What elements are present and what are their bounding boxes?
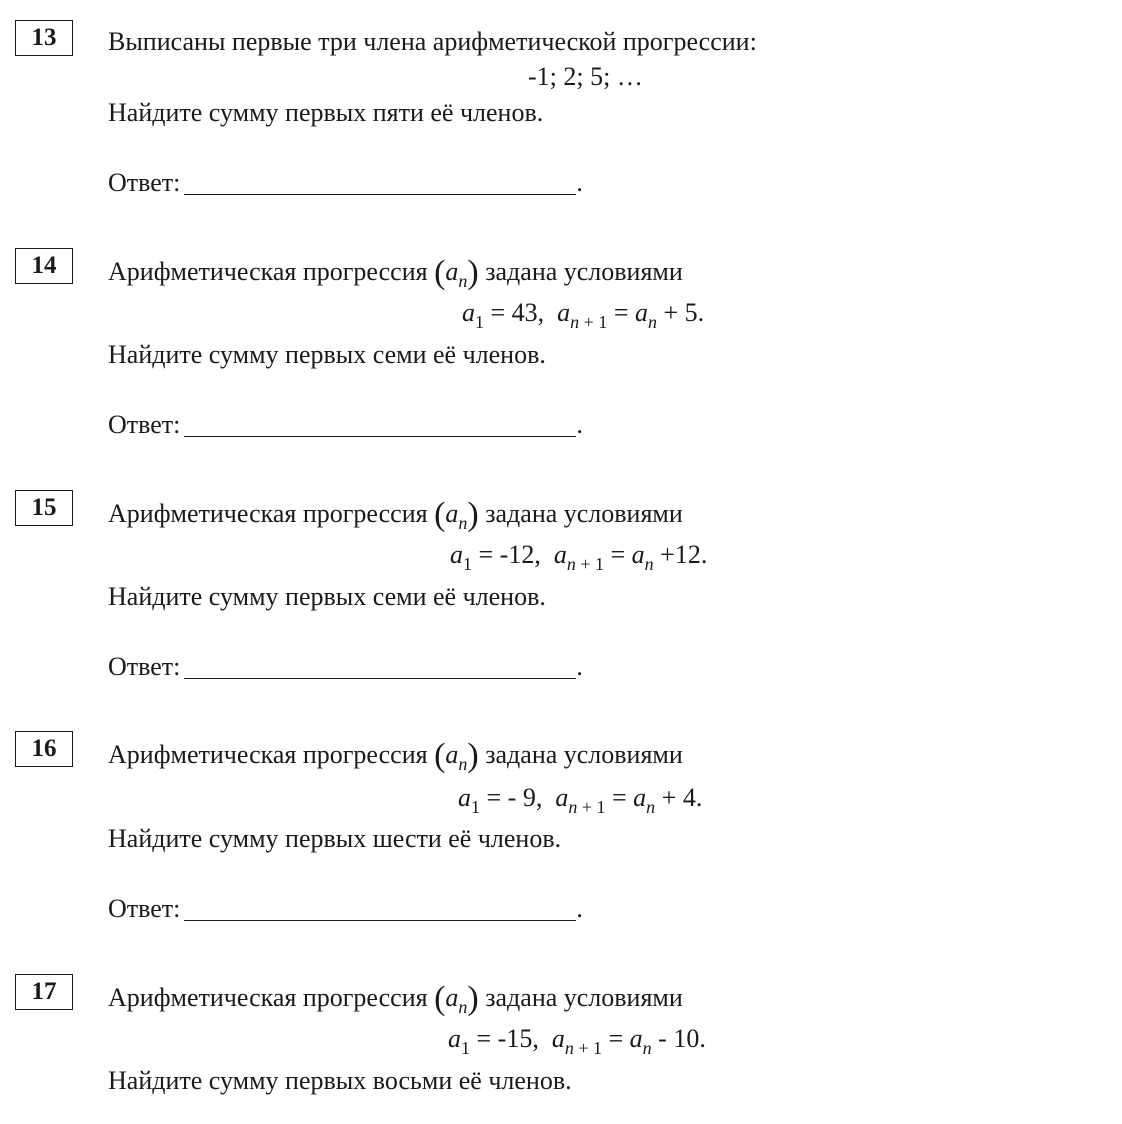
- answer-label: Ответ:: [108, 410, 181, 439]
- answer-row: [108, 412, 583, 438]
- a1-value: -15: [497, 1024, 533, 1053]
- task-intro: Арифметическая прогрессия $(a_n)$ задана условиями: [108, 496, 683, 533]
- a1-value: 43: [511, 298, 538, 327]
- task-intro: Арифметическая прогрессия $(a_n)$ задана условиями: [108, 737, 683, 774]
- intro-pre: Арифметическая прогрессия: [108, 257, 428, 286]
- task-intro: Арифметическая прогрессия $(a_n)$ задана условиями: [108, 980, 683, 1017]
- task-question: Найдите сумму первых пяти её членов.: [108, 98, 544, 127]
- intro-pre: Арифметическая прогрессия: [108, 740, 428, 769]
- task-question: Найдите сумму первых восьми её членов.: [108, 1066, 572, 1095]
- task-intro: Арифметическая прогрессия $(a_n)$ задана условиями: [108, 254, 683, 291]
- step-value: + 4: [661, 783, 696, 812]
- task-formula: $a_1 = -12$, $a_n$ $_{+ 1} = a_n +12$.: [450, 540, 708, 574]
- task-number: 13: [15, 20, 73, 56]
- intro-pre: Арифметическая прогрессия: [108, 983, 428, 1012]
- step-value: +12: [660, 540, 701, 569]
- answer-label: Ответ:: [108, 168, 181, 197]
- step-value: + 5: [663, 298, 698, 327]
- answer-row: [108, 654, 583, 680]
- answer-field[interactable]: [184, 898, 576, 921]
- answer-end: .: [576, 652, 583, 681]
- answer-end: .: [576, 410, 583, 439]
- answer-field[interactable]: [184, 414, 576, 437]
- task-question: Найдите сумму первых шести её членов.: [108, 824, 562, 853]
- task-number: 16: [15, 731, 73, 767]
- answer-field[interactable]: [184, 172, 576, 195]
- task-intro: Выписаны первые три члена арифметической прогрессии:: [108, 27, 757, 56]
- task-sequence: -1; 2; 5; …: [528, 62, 643, 91]
- a1-value: -12: [499, 540, 535, 569]
- task-formula: $a_1$ = - 9, $a_n$ $_{+ 1} = a_n + 4$.: [458, 783, 703, 817]
- task-formula: $a_1 = 43$, $a_n$ $_{+ 1} = a_n + 5$.: [462, 298, 705, 332]
- task-number: 15: [15, 490, 73, 526]
- task-number: 14: [15, 248, 73, 284]
- intro-post: задана условиями: [485, 257, 683, 286]
- answer-label: Ответ:: [108, 652, 181, 681]
- answer-end: .: [576, 894, 583, 923]
- task-question: Найдите сумму первых семи её членов.: [108, 582, 546, 611]
- answer-field[interactable]: [184, 656, 576, 679]
- task-formula: $a_1 = -15$, $a_n$ $_{+ 1} = a_n - 10$.: [448, 1024, 706, 1058]
- task-question: Найдите сумму первых семи её членов.: [108, 340, 546, 369]
- intro-post: задана условиями: [485, 499, 683, 528]
- intro-pre: Арифметическая прогрессия: [108, 499, 428, 528]
- a1-value: - 9: [507, 783, 536, 812]
- step-value: - 10: [658, 1024, 700, 1053]
- task-number: 17: [15, 974, 73, 1010]
- answer-row: [108, 896, 583, 922]
- answer-row: [108, 170, 583, 196]
- intro-post: задана условиями: [485, 983, 683, 1012]
- answer-end: .: [576, 168, 583, 197]
- answer-label: Ответ:: [108, 894, 181, 923]
- intro-post: задана условиями: [485, 740, 683, 769]
